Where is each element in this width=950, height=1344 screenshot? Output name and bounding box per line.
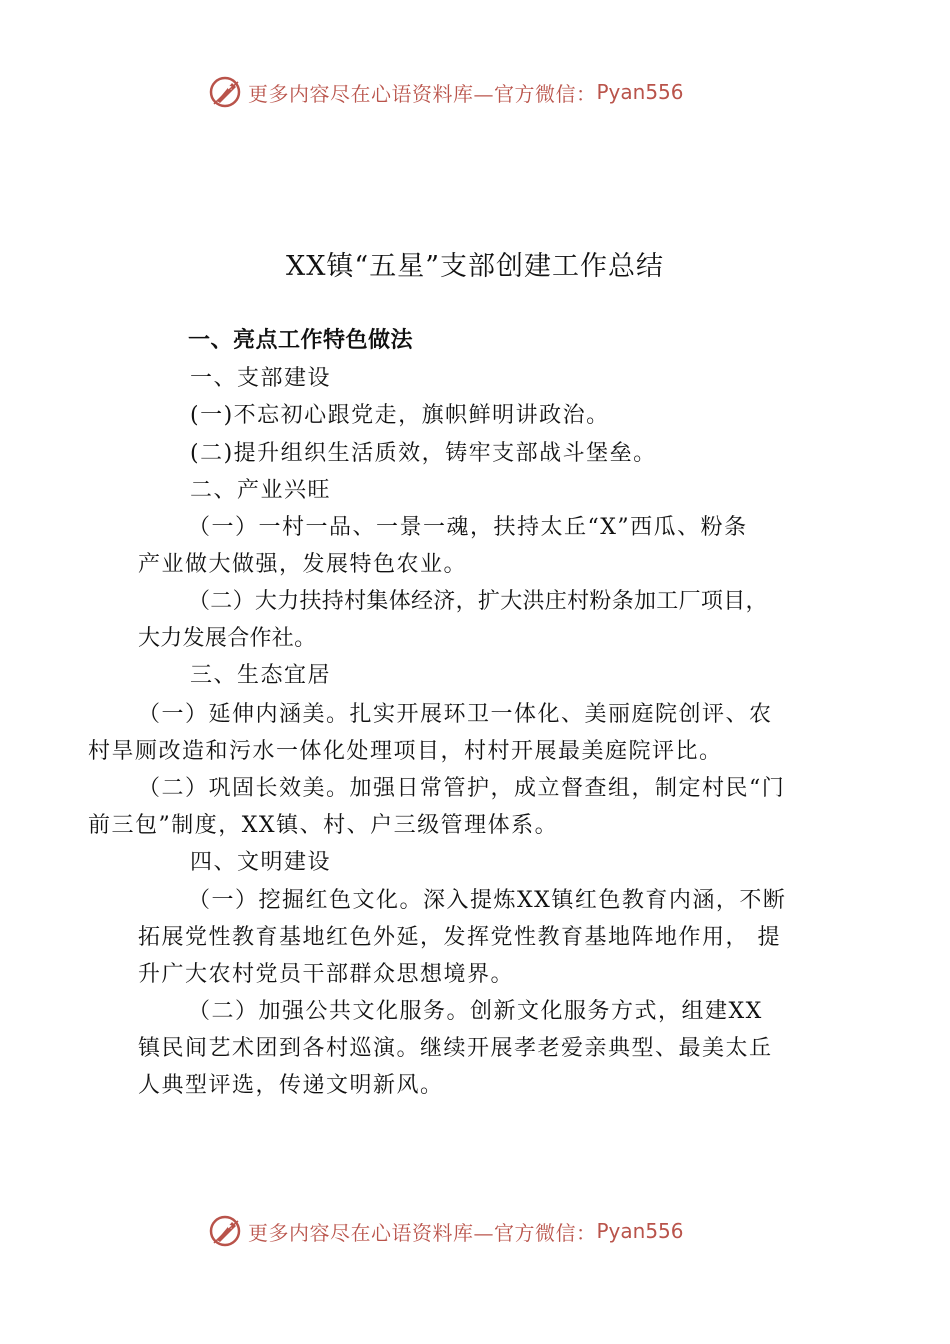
- paragraph-line: 升广大农村党员干部群众思想境界。: [138, 962, 515, 987]
- subsection-heading: 四、文明建设: [190, 850, 332, 875]
- paragraph-line: 镇民间艺术团到各村巡演。继续开展孝老爱亲典型、最美太丘: [138, 1036, 773, 1061]
- paragraph-line: （一）一村一品、一景一魂，扶持太丘“X”西瓜、粉条: [188, 515, 748, 540]
- pen-nib-logo-icon: [208, 1213, 244, 1249]
- paragraph-line: （一）挖掘红色文化。深入提炼XX镇红色教育内涵，不断: [188, 888, 787, 913]
- paragraph-line: （二）加强公共文化服务。创新文化服务方式，组建XX: [188, 999, 763, 1024]
- paragraph-line: 前三包”制度，XX镇、村、户三级管理体系。: [88, 813, 559, 838]
- paragraph-line: (一)不忘初心跟党走，旗帜鲜明讲政治。: [190, 403, 610, 428]
- section-heading: 一、亮点工作特色做法: [188, 328, 414, 353]
- pen-nib-logo-icon: [208, 74, 244, 110]
- subsection-heading: 二、产业兴旺: [190, 478, 332, 503]
- paragraph-line: （一）延伸内涵美。扎实开展环卫一体化、美丽庭院创评、农: [138, 702, 773, 727]
- paragraph-line: 产业做大做强，发展特色农业。: [138, 552, 468, 577]
- document-title: XX镇“五星”支部创建工作总结: [285, 251, 665, 282]
- paragraph-line: （二）大力扶持村集体经济，扩大洪庄村粉条加工厂项目，: [188, 589, 768, 614]
- subsection-heading: 一、支部建设: [190, 366, 332, 391]
- paragraph-line: 村旱厕改造和污水一体化处理项目，村村开展最美庭院评比。: [88, 739, 723, 764]
- paragraph-line: （二）巩固长效美。加强日常管护，成立督查组，制定村民“门: [138, 776, 786, 801]
- paragraph-line: 人典型评选，传递文明新风。: [138, 1073, 444, 1098]
- watermark-wechat-id: Pyan556: [596, 1219, 684, 1243]
- paragraph-line: 拓展党性教育基地红色外延，发挥党性教育基地阵地作用， 提: [138, 925, 781, 950]
- watermark-text: 更多内容尽在心语资料库—官方微信：: [248, 81, 597, 106]
- paragraph-line: (二)提升组织生活质效，铸牢支部战斗堡垒。: [190, 441, 657, 466]
- watermark-text: 更多内容尽在心语资料库—官方微信：: [248, 1220, 597, 1245]
- subsection-heading: 三、生态宜居: [190, 663, 332, 688]
- paragraph-line: 大力发展合作社。: [138, 626, 317, 651]
- watermark-wechat-id: Pyan556: [596, 80, 684, 104]
- watermark-header: [208, 74, 684, 110]
- watermark-footer: [208, 1213, 684, 1249]
